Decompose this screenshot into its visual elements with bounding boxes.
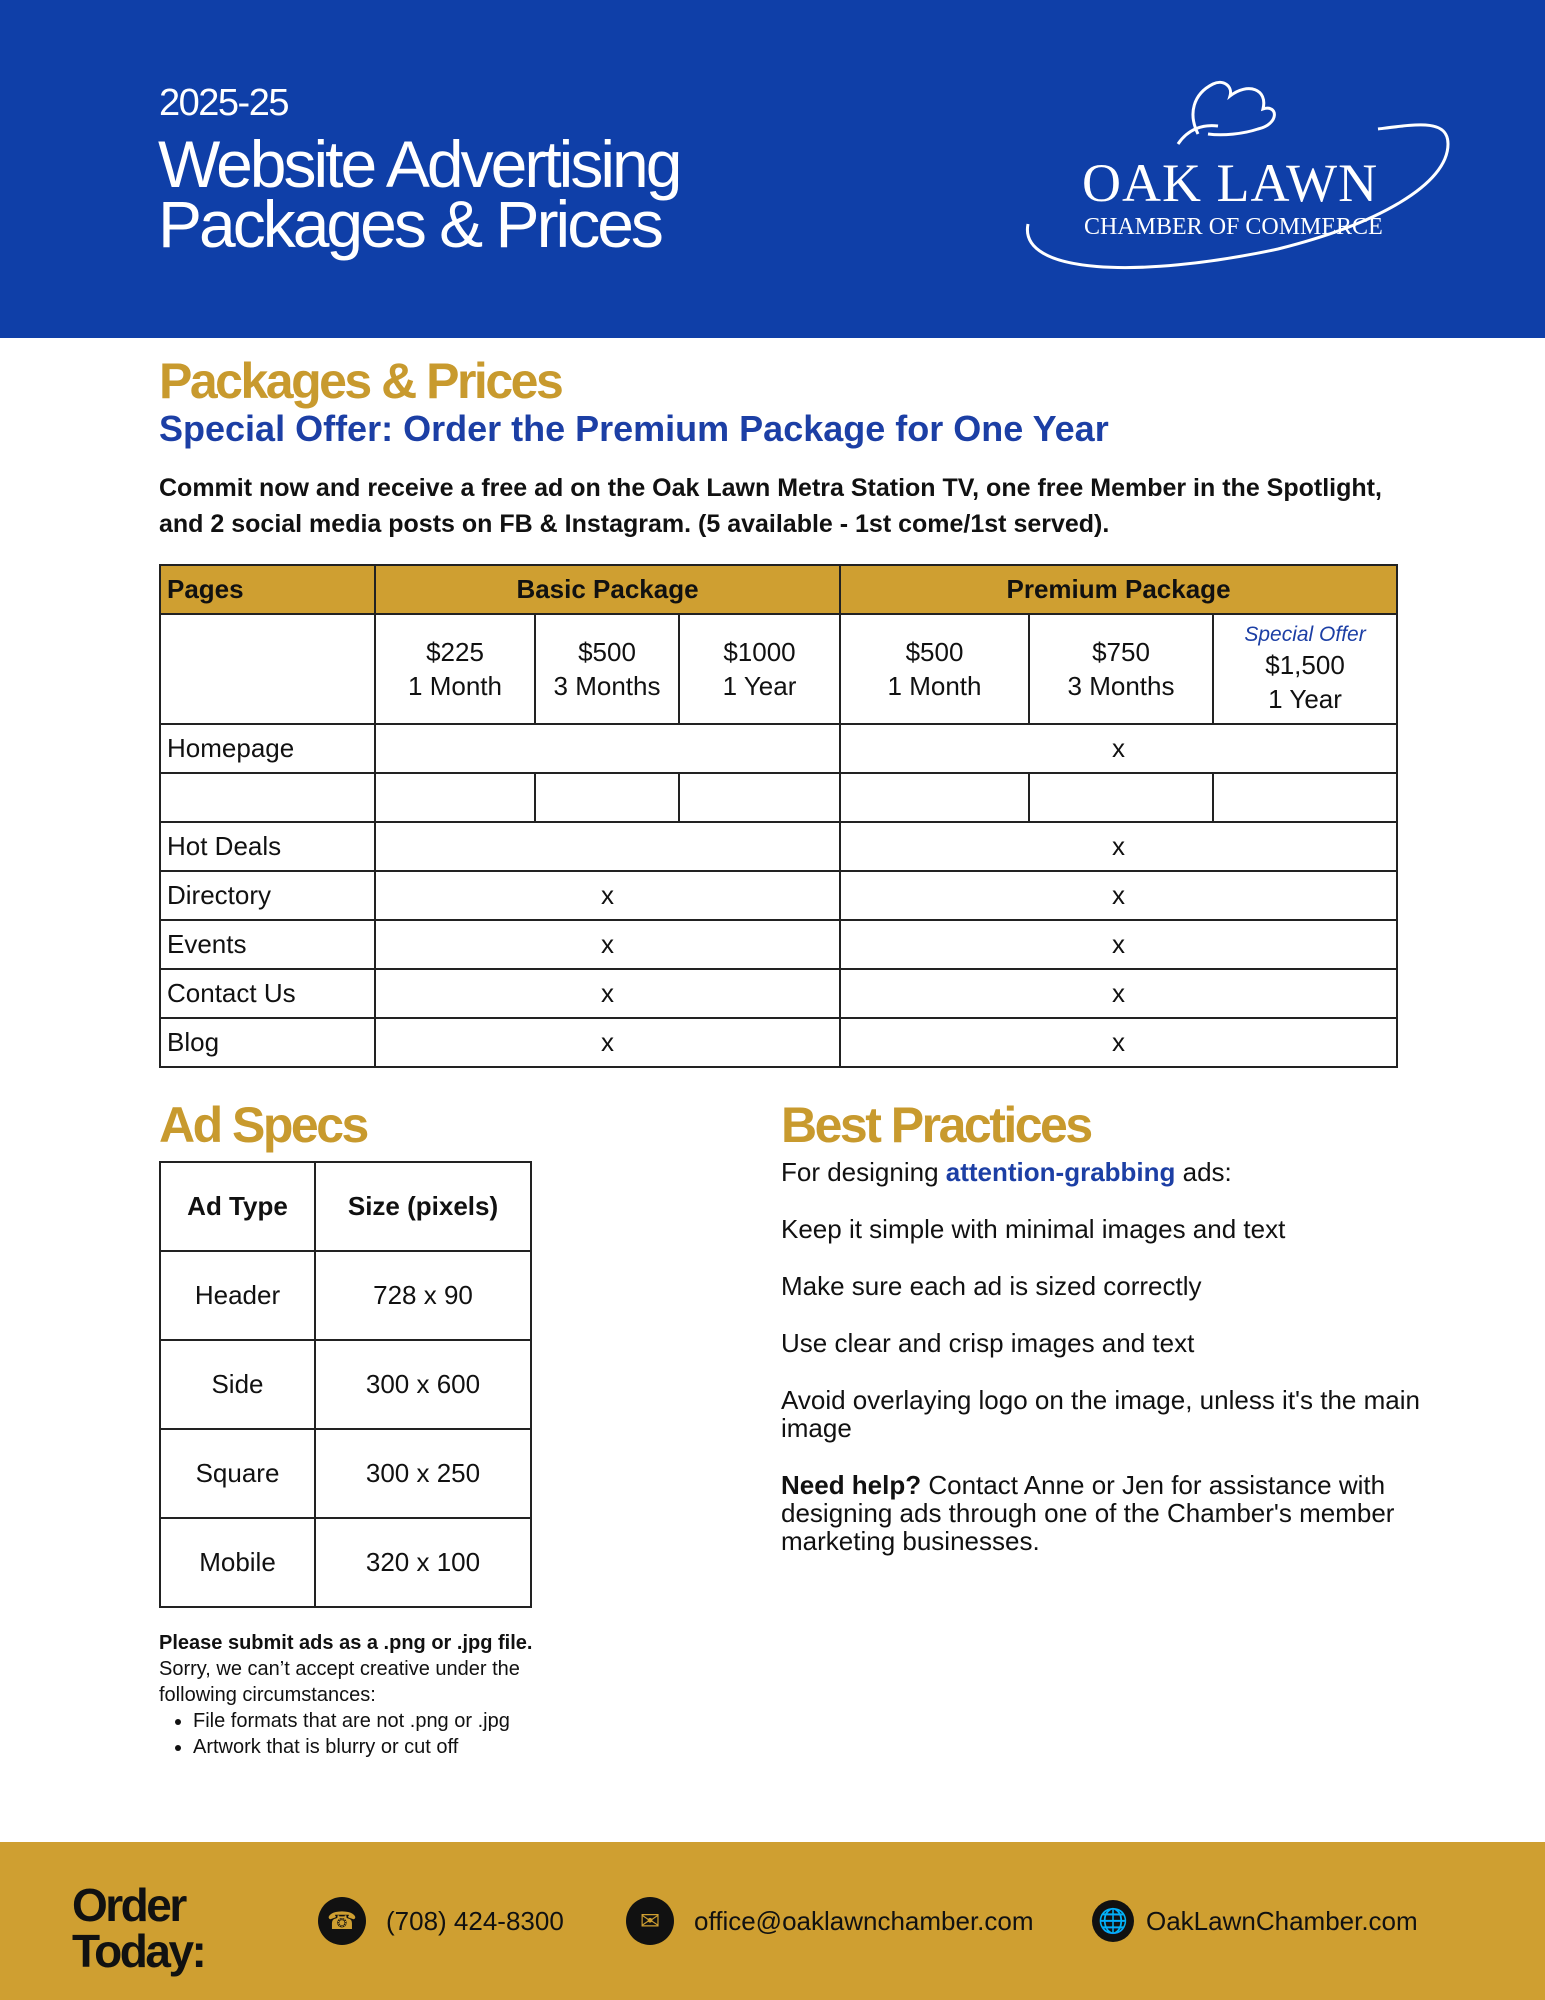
website-link[interactable]: OakLawnChamber.com [1146,1905,1418,1936]
table-row: Mobile 320 x 100 [160,1518,531,1607]
list-item: Use clear and crisp images and text [781,1328,1195,1358]
footer-bar [0,1842,1545,2000]
submit-bullets [159,1708,539,1760]
col-size: Size (pixels) [315,1162,531,1251]
title-line-2: Packages & Prices [158,187,661,261]
price-cell-special: Special Offer $1,500 1 Year [1213,614,1397,724]
chamber-logo [1018,74,1458,274]
table-row: Square 300 x 250 [160,1429,531,1518]
table-row-empty [160,773,1397,822]
price-cell: $750 3 Months [1029,614,1213,724]
email-contact[interactable] [626,1842,1034,2000]
list-item: • Artwork that is blurry or cut off [193,1734,539,1760]
submission-notes [159,1630,539,1760]
list-item: Make sure each ad is sized correctly [781,1271,1202,1301]
submit-sorry-text: Sorry, we can’t accept creative under the following circumstances: [159,1658,520,1706]
header-year: 2025-25 [159,82,288,124]
best-practices-list [781,1158,1451,1584]
table-row: Contact Us x x [160,969,1397,1018]
price-cell: $500 1 Month [840,614,1029,724]
page-title [158,127,680,261]
logo-oak-lawn: OAK LAWN [1082,153,1379,213]
ad-specs-table [159,1161,532,1608]
logo-chamber: CHAMBER OF COMMERCE [1084,214,1383,240]
special-offer-tag: Special Offer [1244,623,1366,646]
table-row: Homepage x [160,724,1397,773]
email-address[interactable]: office@oaklawnchamber.com [694,1905,1034,1936]
empty-cell [160,614,375,724]
ad-specs-heading: Ad Specs [159,1097,367,1153]
phone-number[interactable]: (708) 424-8300 [386,1905,564,1936]
list-item: Avoid overlaying logo on the image, unless it's the main image [781,1385,1420,1443]
table-row: Events x x [160,920,1397,969]
order-today: Order Today: [72,1879,205,1977]
list-item: • File formats that are not .png or .jpg [193,1708,539,1734]
submit-format-note: Please submit ads as a .png or .jpg file. [159,1632,533,1654]
col-basic-package: Basic Package [375,565,840,614]
phone-icon: ☎ [318,1897,366,1945]
best-practices-heading: Best Practices [781,1097,1091,1153]
header-banner [0,0,1545,338]
table-row: Header 728 x 90 [160,1251,531,1340]
price-cell: $225 1 Month [375,614,535,724]
list-item: Keep it simple with minimal images and text [781,1214,1286,1244]
table-row: Directory x x [160,871,1397,920]
title-line-1: Website Advertising [158,127,680,201]
intro-text: Commit now and receive a free ad on the Oak Lawn Metra Station TV, one free Member in the Spotlight, and 2 social media posts on FB & Instagram. (5 available - 1st come/1st served). [159,474,1382,538]
bp-intro: For designing attention-grabbing ads: [781,1157,1232,1187]
pricing-table [159,564,1398,1068]
packages-heading: Packages & Prices [159,353,562,409]
price-cell: $1000 1 Year [679,614,840,724]
table-row: Hot Deals x [160,822,1397,871]
help-text: Need help? Contact Anne or Jen for assistance with designing ads through one of the Chamber's member marketing businesses. [781,1470,1395,1556]
price-row [160,614,1397,724]
envelope-icon: ✉ [626,1897,674,1945]
col-pages: Pages [160,565,375,614]
table-row: Side 300 x 600 [160,1340,531,1429]
website-contact[interactable] [1092,1842,1418,2000]
price-cell: $500 3 Months [535,614,679,724]
globe-icon: 🌐 [1092,1900,1134,1942]
table-row: Blog x x [160,1018,1397,1067]
col-ad-type: Ad Type [160,1162,315,1251]
special-offer-heading: Special Offer: Order the Premium Package for One Year [159,408,1109,449]
col-premium-package: Premium Package [840,565,1397,614]
phone-contact[interactable] [318,1842,564,2000]
